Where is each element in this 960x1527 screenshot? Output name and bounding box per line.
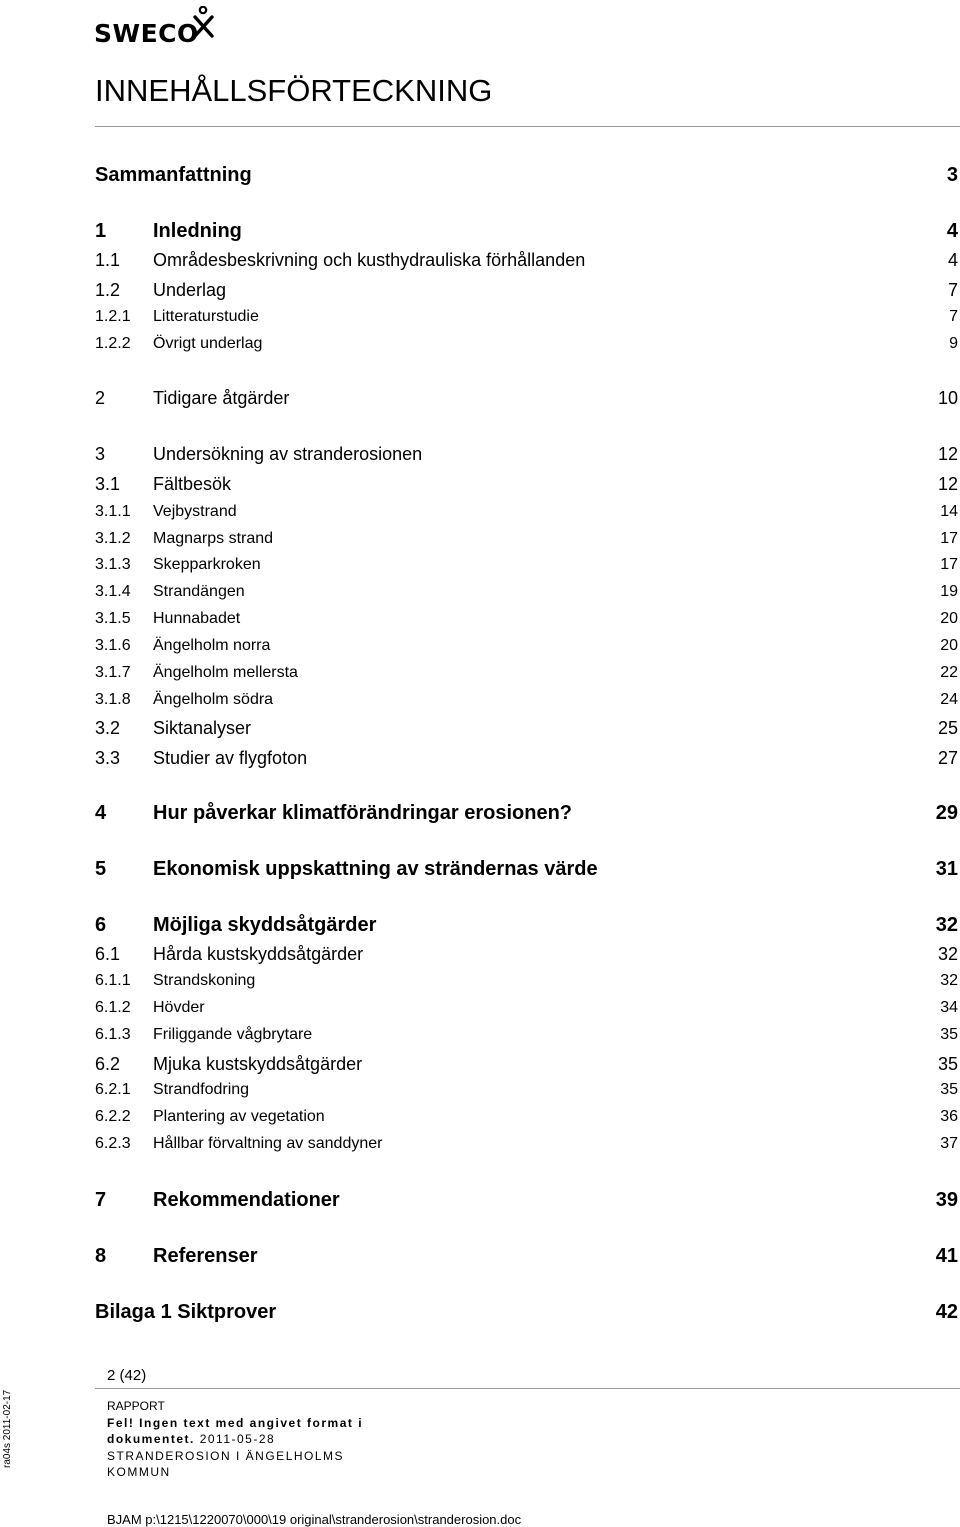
toc-entry-number: Sammanfattning [95, 164, 252, 186]
toc-entry[interactable] [95, 308, 958, 334]
toc-entry-page: 32 [940, 972, 958, 989]
toc-entry-page: 35 [940, 1081, 958, 1098]
toc-entry-number: 6.1.2 [95, 999, 131, 1016]
toc-entry[interactable] [95, 556, 958, 582]
logo-text: SWECO [94, 19, 199, 48]
report-date: 2011-05-28 [199, 1432, 276, 1446]
toc-entry-title: Möjliga skyddsåtgärder [153, 914, 377, 936]
toc-entry-title: Områdesbeskrivning och kusthydrauliska förhållanden [153, 250, 586, 270]
toc-entry-number: 3.1.5 [95, 610, 131, 627]
field-error-word: dokumentet. [107, 1432, 195, 1446]
toc-entry-page: 12 [937, 444, 958, 464]
toc-entry-title: Fältbesök [153, 474, 232, 494]
toc-entry-number: 6.1 [95, 944, 121, 964]
toc-entry-number: 6.2.2 [95, 1108, 131, 1125]
toc-entry[interactable] [95, 610, 958, 636]
toc-entry-title: Strandängen [153, 583, 245, 600]
toc-entry[interactable] [95, 914, 958, 940]
toc-entry[interactable] [95, 802, 958, 828]
toc-entry[interactable] [95, 664, 958, 690]
project-title: STRANDEROSION I ÄNGELHOLMS [107, 1448, 345, 1463]
page-title: INNEHÅLLSFÖRTECKNING [95, 73, 493, 108]
toc-entry-page: 3 [946, 164, 958, 186]
toc-entry-number: 1.2 [95, 280, 121, 300]
field-error-line1: Fel! Ingen text med angivet format i [107, 1415, 364, 1430]
toc-entry-title: Studier av flygfoton [153, 748, 308, 768]
toc-entry-title: Hövder [153, 999, 205, 1016]
toc-entry-number: 6.1.3 [95, 1026, 131, 1043]
toc-entry[interactable] [95, 1189, 958, 1215]
toc-entry[interactable] [95, 388, 958, 414]
report-type: RAPPORT [107, 1399, 165, 1413]
toc-entry-title: Ängelholm södra [153, 691, 274, 708]
toc-entry-page: 32 [935, 914, 958, 936]
toc-entry-title: Siktanalyser [153, 718, 252, 738]
toc-entry[interactable] [95, 1245, 958, 1271]
toc-entry[interactable] [95, 1026, 958, 1052]
toc-entry-title: Inledning [153, 220, 242, 242]
toc-entry-page: 25 [937, 718, 958, 738]
toc-entry-title: Övrigt underlag [153, 335, 263, 352]
sweco-star-icon [192, 6, 216, 40]
toc-entry-title: Ängelholm norra [153, 637, 271, 654]
toc-entry-page: 17 [940, 530, 958, 547]
toc-entry-number: 6.2.3 [95, 1135, 131, 1152]
field-error-line2 [107, 1431, 363, 1448]
toc-entry-page: 31 [935, 858, 958, 880]
toc-entry-title: Ängelholm mellersta [153, 664, 298, 681]
toc-entry-number: 3.1.3 [95, 556, 131, 573]
toc-entry-number: 3.1 [95, 474, 121, 494]
toc-entry-title: Skepparkroken [153, 556, 261, 573]
toc-entry-title: Strandfodring [153, 1081, 250, 1098]
toc-entry-page: 32 [937, 944, 958, 964]
toc-entry-page: 20 [940, 610, 958, 627]
toc-entry-title: Hårda kustskyddsåtgärder [153, 944, 364, 964]
toc-entry-title: Tidigare åtgärder [153, 388, 290, 408]
page-number: 2 (42) [107, 1367, 147, 1384]
toc-entry-number: 2 [95, 388, 106, 408]
toc-entry-title: Vejbystrand [153, 503, 237, 520]
toc-entry-number: 6.2 [95, 1054, 121, 1074]
toc-entry-number: 3.1.4 [95, 583, 131, 600]
toc-entry-number: 6.1.1 [95, 972, 131, 989]
toc-entry[interactable] [95, 691, 958, 717]
toc-entry[interactable] [95, 944, 958, 970]
toc-entry-page: 24 [940, 691, 958, 708]
toc-entry-page: 4 [947, 250, 958, 270]
toc-entry-page: 17 [940, 556, 958, 573]
toc-entry[interactable] [95, 1081, 958, 1107]
toc-entry-page: 20 [940, 637, 958, 654]
toc-entry-number: 3.1.7 [95, 664, 131, 681]
toc-entry-number: 8 [95, 1245, 107, 1267]
toc-entry-page: 42 [935, 1301, 958, 1323]
footer-divider [95, 1388, 960, 1389]
toc-entry-page: 35 [937, 1054, 958, 1074]
toc-entry-number: 6 [95, 914, 107, 936]
toc-entry[interactable] [95, 583, 958, 609]
toc-entry[interactable] [95, 1054, 958, 1080]
toc-entry[interactable] [95, 748, 958, 774]
toc-entry-title: Plantering av vegetation [153, 1108, 325, 1125]
toc-entry-number: 7 [95, 1189, 107, 1211]
toc-entry-title: Hur påverkar klimatförändringar erosionen? [153, 802, 573, 824]
toc-entry-page: 36 [940, 1108, 958, 1125]
toc-entry-number: Bilaga 1 Siktprover [95, 1301, 277, 1323]
toc-entry[interactable] [95, 1135, 958, 1161]
header-divider [95, 126, 960, 127]
toc-entry-number: 4 [95, 802, 107, 824]
template-code: ra04s 2011-02-17 [2, 1389, 13, 1468]
toc-entry[interactable] [95, 503, 958, 529]
toc-entry-number: 3 [95, 444, 106, 464]
toc-entry-title: Litteraturstudie [153, 308, 259, 325]
toc-entry-page: 14 [940, 503, 958, 520]
toc-entry[interactable] [95, 164, 958, 190]
toc-entry-title: Hunnabadet [153, 610, 241, 627]
toc-entry-number: 6.2.1 [95, 1081, 131, 1098]
toc-entry[interactable] [95, 1108, 958, 1134]
file-path: BJAM p:\1215\1220070\000\19 original\stranderosion\stranderosion.doc [107, 1512, 522, 1527]
toc-entry-number: 1.1 [95, 250, 121, 270]
toc-entry-page: 10 [937, 388, 958, 408]
toc-entry-title: Mjuka kustskyddsåtgärder [153, 1054, 363, 1074]
toc-entry-number: 3.1.8 [95, 691, 131, 708]
toc-entry-page: 19 [940, 583, 958, 600]
report-info [107, 1398, 363, 1481]
toc-entry-number: 3.1.1 [95, 503, 131, 520]
toc-entry[interactable] [95, 335, 958, 361]
toc-entry[interactable] [95, 250, 958, 276]
toc-entry-number: 3.1.2 [95, 530, 131, 547]
toc-entry[interactable] [95, 444, 958, 470]
toc-entry-page: 35 [940, 1026, 958, 1043]
toc-entry-number: 3.3 [95, 748, 121, 768]
toc-entry[interactable] [95, 1301, 958, 1327]
toc-entry-title: Hållbar förvaltning av sanddyner [153, 1135, 383, 1152]
toc-entry-title: Strandskoning [153, 972, 256, 989]
toc-entry-page: 41 [935, 1245, 958, 1267]
toc-entry[interactable] [95, 972, 958, 998]
toc-entry-page: 39 [935, 1189, 958, 1211]
toc-entry-title: Ekonomisk uppskattning av strändernas värde [153, 858, 598, 880]
toc-entry[interactable] [95, 999, 958, 1025]
toc-entry-page: 4 [946, 220, 958, 242]
toc-entry-page: 27 [937, 748, 958, 768]
toc-entry-title: Friliggande vågbrytare [153, 1026, 313, 1043]
toc-entry-number: 1.2.2 [95, 335, 131, 352]
toc-entry-page: 7 [949, 308, 958, 325]
toc-entry-page: 34 [940, 999, 958, 1016]
toc-entry[interactable] [95, 637, 958, 663]
toc-entry-number: 1 [95, 220, 107, 242]
toc-entry-title: Undersökning av stranderosionen [153, 444, 423, 464]
toc-entry-number: 3.2 [95, 718, 121, 738]
toc-entry-title: Referenser [153, 1245, 258, 1267]
toc-entry-title: Underlag [153, 280, 227, 300]
toc-entry[interactable] [95, 530, 958, 556]
toc-entry-page: 12 [937, 474, 958, 494]
toc-entry-page: 29 [935, 802, 958, 824]
toc-entry[interactable] [95, 280, 958, 306]
toc-entry[interactable] [95, 718, 958, 744]
toc-entry-page: 7 [947, 280, 958, 300]
toc-entry[interactable] [95, 474, 958, 500]
toc-entry-page: 37 [940, 1135, 958, 1152]
toc-entry[interactable] [95, 858, 958, 884]
toc-entry-page: 22 [940, 664, 958, 681]
toc-entry-title: Rekommendationer [153, 1189, 340, 1211]
toc-entry-number: 1.2.1 [95, 308, 131, 325]
toc-entry[interactable] [95, 220, 958, 246]
toc-entry-title: Magnarps strand [153, 530, 274, 547]
toc-entry-number: 5 [95, 858, 107, 880]
project-title-line2: KOMMUN [107, 1465, 171, 1479]
toc-entry-page: 9 [949, 335, 958, 352]
toc-entry-number: 3.1.6 [95, 637, 131, 654]
